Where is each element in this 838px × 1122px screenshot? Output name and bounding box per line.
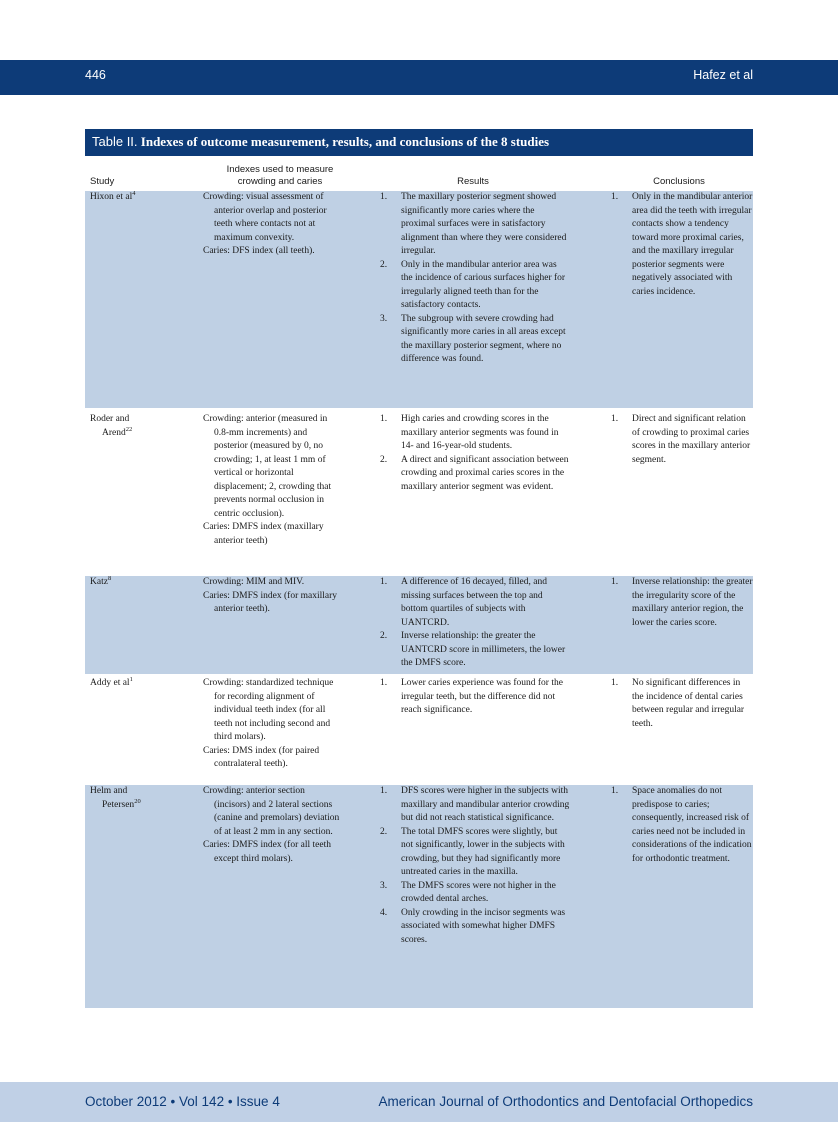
study-cell xyxy=(90,191,190,205)
study-name: Katz xyxy=(90,577,108,587)
study-name: Addy et al xyxy=(90,678,130,688)
table-row xyxy=(85,191,753,408)
item-text: Only in the mandibular anterior area was the incidence of carious surfaces higher for irregularly aligned teeth than for the satisfactory contacts. xyxy=(401,259,566,310)
item-text: Lower caries experience was found for the irregular teeth, but the difference did not reach significance. xyxy=(401,678,563,715)
study-ref: 8 xyxy=(107,574,112,582)
table-caption xyxy=(85,129,753,156)
item-number: 2. xyxy=(380,631,388,641)
running-footer xyxy=(0,1082,838,1122)
item-number: 2. xyxy=(380,259,388,270)
item-text: The maxillary posterior segment showed significantly more caries where the proximal surfaces were in satisfactory alignment than where they were considered irregular. xyxy=(401,192,567,256)
conclusion-item xyxy=(611,785,753,866)
item-number: 3. xyxy=(380,313,388,324)
table-column-headers xyxy=(85,162,753,190)
col-header-conclusions: Conclusions xyxy=(653,176,705,187)
item-number: 1. xyxy=(380,786,388,796)
study-cell xyxy=(90,677,190,691)
item-number: 2. xyxy=(380,454,388,465)
results-cell xyxy=(380,677,570,718)
index-entry: Crowding: MIM and MIV. xyxy=(203,577,305,587)
item-text: The DMFS scores were not higher in the crowded dental arches. xyxy=(401,880,556,904)
study-ref: 1 xyxy=(129,675,133,683)
results-cell xyxy=(380,785,570,947)
item-number: 1. xyxy=(380,192,388,202)
item-number: 3. xyxy=(380,880,388,891)
study-cell xyxy=(90,413,190,440)
index-entry: Caries: DMFS index (for all teeth except third molars). xyxy=(203,840,331,864)
index-entry: Caries: DMS index (for paired contralateral teeth). xyxy=(203,745,320,769)
study-name-line2: Arend xyxy=(102,427,126,438)
item-text: Space anomalies do not predispose to caries; consequently, increased risk of caries need not be included in considerations of the indication for orthodontic treatment. xyxy=(632,786,752,864)
results-cell xyxy=(380,576,570,671)
index-entry: Crowding: anterior (measured in 0.8-mm increments) and posterior (measured by 0, no crowding; 1, at least 1 mm of vertical or horizontal displacement; 2, crowding that prevents normal occlusion in centric occlusion). xyxy=(203,414,332,519)
running-author: Hafez et al xyxy=(693,68,753,82)
indexes-cell xyxy=(203,413,343,548)
result-item xyxy=(380,785,570,826)
result-item xyxy=(380,826,570,880)
index-entry: Crowding: standardized technique for recording alignment of individual teeth index (for all teeth not including second and third molars). xyxy=(203,678,334,742)
conclusion-item xyxy=(611,576,753,630)
item-number: 1. xyxy=(611,192,619,202)
item-number: 4. xyxy=(380,907,388,918)
item-text: The subgroup with severe crowding had significantly more caries in all areas except the maxillary posterior segment, where no difference was found. xyxy=(401,313,566,364)
conclusions-cell xyxy=(611,677,753,731)
item-text: A direct and significant association between crowding and proximal caries scores in the maxillary anterior segment was evident. xyxy=(401,454,569,492)
item-text: DFS scores were higher in the subjects with maxillary and mandibular anterior crowding but did not reach statistical significance. xyxy=(401,786,570,823)
conclusions-cell xyxy=(611,191,753,299)
item-text: Direct and significant relation of crowding to proximal caries scores in the maxillary anterior segment. xyxy=(632,414,751,465)
conclusion-item xyxy=(611,191,753,299)
item-text: Only crowding in the incisor segments was associated with somewhat higher DMFS scores. xyxy=(401,907,566,945)
study-ref: 20 xyxy=(134,797,141,805)
study-cell xyxy=(90,576,190,590)
page-number: 446 xyxy=(85,68,106,82)
item-number: 1. xyxy=(611,786,619,796)
item-number: 1. xyxy=(380,678,388,688)
item-number: 1. xyxy=(611,577,619,587)
col-header-study: Study xyxy=(90,176,115,187)
index-entry: Crowding: visual assessment of anterior overlap and posterior teeth where contacts not at maximum convexity. xyxy=(203,192,327,243)
conclusions-cell xyxy=(611,576,753,630)
conclusion-item xyxy=(611,677,753,731)
col-header-indexes-line2: crowding and caries xyxy=(237,176,323,187)
item-text: A difference of 16 decayed, filled, and missing surfaces between the top and bottom quartiles of subjects with UANTCRD. xyxy=(401,577,547,628)
result-item xyxy=(380,576,570,630)
col-header-indexes xyxy=(200,164,360,188)
conclusions-cell xyxy=(611,785,753,866)
conclusion-item xyxy=(611,413,753,467)
indexes-cell xyxy=(203,785,343,866)
item-text: Inverse relationship: the greater the UANTCRD score in millimeters, the lower the DMFS score. xyxy=(401,631,566,668)
item-text: Inverse relationship: the greater the irregularity score of the maxillary anterior region, the lower the caries score. xyxy=(632,577,753,628)
item-number: 1. xyxy=(380,577,388,587)
col-header-indexes-line1: Indexes used to measure xyxy=(226,164,334,175)
index-entry: Caries: DFS index (all teeth). xyxy=(203,246,315,256)
result-item xyxy=(380,454,570,495)
result-item xyxy=(380,880,570,907)
study-name: Roder and xyxy=(90,414,130,424)
item-text: No significant differences in the incidence of dental caries between regular and irregular teeth. xyxy=(632,678,745,729)
result-item xyxy=(380,191,570,259)
table-row xyxy=(85,677,753,783)
table-row xyxy=(85,413,753,573)
journal-name: American Journal of Orthodontics and Dentofacial Orthopedics xyxy=(378,1094,753,1109)
index-entry: Crowding: anterior section (incisors) and 2 lateral sections (canine and premolars) deviation of at least 2 mm in any section. xyxy=(203,786,340,837)
item-text: High caries and crowding scores in the maxillary anterior segments was found in 14- and 16-year-old students. xyxy=(401,414,559,451)
result-item xyxy=(380,630,570,671)
item-text: The total DMFS scores were slightly, but not significantly, lower in the subjects with crowding, but they had significantly more untreated caries in the maxilla. xyxy=(401,826,565,877)
study-name: Helm and xyxy=(90,786,128,796)
indexes-cell xyxy=(203,677,343,772)
result-item xyxy=(380,313,570,367)
running-header xyxy=(0,60,838,95)
item-number: 1. xyxy=(380,414,388,424)
item-text: Only in the mandibular anterior area did the teeth with irregular contacts show a tendency toward more proximal caries, and the maxillary irregular posterior segments were negatively associated with caries incidence. xyxy=(632,192,753,297)
results-cell xyxy=(380,191,570,367)
result-item xyxy=(380,259,570,313)
study-name-line2: Petersen xyxy=(102,799,135,810)
item-number: 2. xyxy=(380,826,388,837)
study-cell xyxy=(90,785,190,812)
study-ref: 22 xyxy=(125,425,133,433)
index-entry: Caries: DMFS index (maxillary anterior teeth) xyxy=(203,522,324,546)
table-label: Table II. xyxy=(92,134,138,149)
result-item xyxy=(380,907,570,948)
issue-info: October 2012 • Vol 142 • Issue 4 xyxy=(85,1094,280,1109)
col-header-results: Results xyxy=(457,176,489,187)
table-row xyxy=(85,576,753,674)
conclusions-cell xyxy=(611,413,753,467)
item-number: 1. xyxy=(611,678,619,688)
result-item xyxy=(380,677,570,718)
results-cell xyxy=(380,413,570,494)
indexes-cell xyxy=(203,191,343,259)
study-name: Hixon et al xyxy=(90,192,133,202)
table-row xyxy=(85,785,753,1008)
indexes-cell xyxy=(203,576,343,617)
index-entry: Caries: DMFS index (for maxillary anterior teeth). xyxy=(203,590,338,614)
table-title: Indexes of outcome measurement, results, and conclusions of the 8 studies xyxy=(140,134,550,149)
result-item xyxy=(380,413,570,454)
item-number: 1. xyxy=(611,414,619,424)
study-ref: 4 xyxy=(132,189,136,197)
